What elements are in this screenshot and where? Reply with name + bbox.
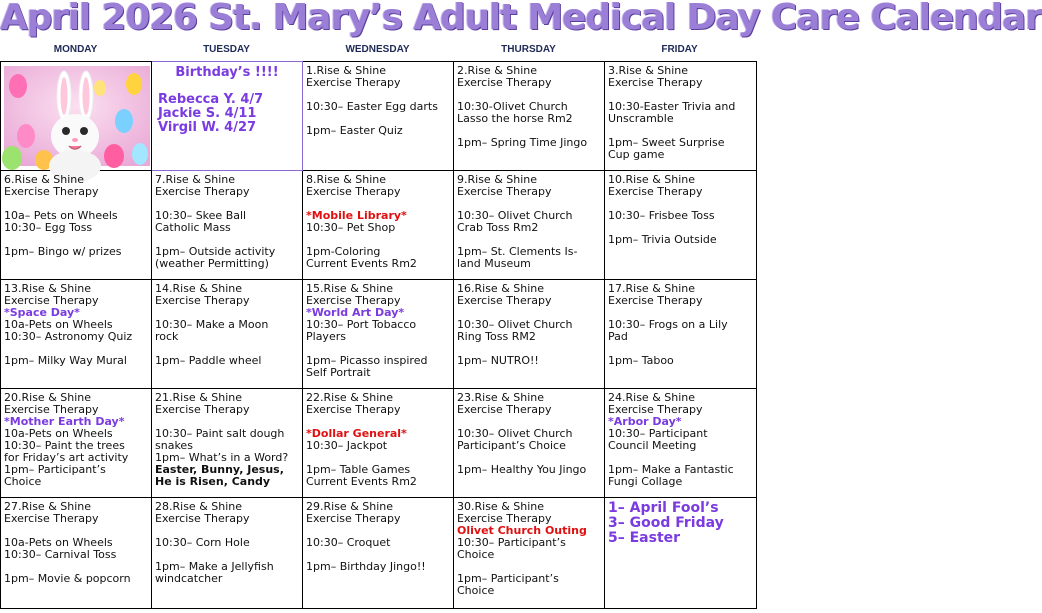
activity-line: 1pm– Trivia Outside [608,233,717,246]
activity-line: Lasso the horse Rm2 [457,112,573,125]
day-cell [454,171,605,280]
activity-line: 1pm– Paddle wheel [155,354,262,367]
activity-line: snakes [155,439,193,452]
activity-line: 10.Rise & Shine [608,173,696,186]
activity-line: 10:30– Pet Shop [306,221,396,234]
day-tuesday: TUESDAY [203,44,250,55]
activity-line: Choice [457,548,495,561]
activity-line: 10:30– Frogs on a Lily [608,318,728,331]
activity-line: Exercise Therapy [306,294,401,307]
activity-line: Exercise Therapy [457,76,552,89]
easter-bunny-icon [4,66,150,166]
birthdays-heading: Birthday’s !!!! [175,65,279,80]
activity-line: 10:30– Participant [608,427,708,440]
special-event-label: *Arbor Day* [608,415,682,428]
activity-line: 10:30– Paint salt dough [155,427,285,440]
activity-line: Exercise Therapy [4,512,99,525]
week-row [1,389,757,498]
special-event-label: *Space Day* [4,306,80,319]
day-thursday: THURSDAY [501,44,556,55]
special-event-label: *Dollar General* [306,427,407,440]
day-cell [303,62,454,171]
week-row [1,280,757,389]
activity-line: 15.Rise & Shine [306,282,394,295]
activity-line: Exercise Therapy [155,403,250,416]
activity-line: Current Events Rm2 [306,257,417,270]
activity-line: Exercise Therapy [155,185,250,198]
activity-line: 10:30– Astronomy Quiz [4,330,133,343]
activity-line: 10a-Pets on Wheels [4,536,113,549]
easter-bunny-image-cell [1,62,152,171]
activity-line: 1pm– Movie & popcorn [4,572,131,585]
weekday-header [0,44,756,60]
special-event-label: *World Art Day* [306,306,405,319]
day-cell [152,280,303,389]
activity-line: Exercise Therapy [155,294,250,307]
activity-line: 1pm– Birthday Jingo!! [306,560,426,573]
activity-line: 1pm– Participant’s [4,463,106,476]
day-cell [454,389,605,498]
holiday-entry: 5– Easter [608,530,681,546]
day-cell [152,389,303,498]
day-cell [303,498,454,609]
activity-line: 10:30-Easter Trivia and [608,100,736,113]
activity-line: 10:30-Olivet Church [457,100,568,113]
activity-line: 3.Rise & Shine [608,64,689,77]
week-row [1,171,757,280]
activity-line: 10:30– Easter Egg darts [306,100,438,113]
activity-line: 10:30– Make a Moon [155,318,269,331]
activity-line: 1pm– Easter Quiz [306,124,403,137]
activity-line: 23.Rise & Shine [457,391,545,404]
activity-line: Exercise Therapy [155,512,250,525]
activity-line: Council Meeting [608,439,697,452]
activity-line: 13.Rise & Shine [4,282,92,295]
activity-line: 10:30– Olivet Church [457,427,573,440]
activity-line: 10:30– Port Tobacco [306,318,417,331]
activity-line: Fungi Collage [608,475,683,488]
activity-line: windcatcher [155,572,223,585]
activity-line: 2.Rise & Shine [457,64,538,77]
activity-line: 1.Rise & Shine [306,64,387,77]
activity-line: 10:30– Egg Toss [4,221,93,234]
activity-line: Catholic Mass [155,221,231,234]
birthdays-cell [152,62,303,171]
special-event-label: *Mobile Library* [306,209,407,222]
activity-line: Cup game [608,148,665,161]
activity-line: 1pm– Healthy You Jingo [457,463,587,476]
activity-line: Self Portrait [306,366,371,379]
activity-line: 10:30– Skee Ball [155,209,247,222]
day-cell [1,498,152,609]
activity-line: 10a-Pets on Wheels [4,318,113,331]
activity-line: 1pm– Participant’s [457,572,559,585]
activity-line: Current Events Rm2 [306,475,417,488]
activity-line: Crab Toss Rm2 [457,221,539,234]
activity-line: 1pm– Table Games [306,463,411,476]
day-cell [605,280,757,389]
activity-line: Exercise Therapy [608,294,703,307]
activity-line: 14.Rise & Shine [155,282,243,295]
activity-line: Exercise Therapy [608,185,703,198]
special-event-label: Olivet Church Outing [457,524,587,537]
activity-line: Participant’s Choice [457,439,566,452]
week-row [1,498,757,609]
activity-line: 30.Rise & Shine [457,500,545,513]
activity-line: 22.Rise & Shine [306,391,394,404]
day-cell [454,280,605,389]
activity-line: 10:30– Paint the trees [4,439,125,452]
activity-line: 8.Rise & Shine [306,173,387,186]
activity-line: 7.Rise & Shine [155,173,236,186]
activity-line: 28.Rise & Shine [155,500,243,513]
activity-line: Ring Toss RM2 [457,330,536,343]
activity-line: 10:30– Frisbee Toss [608,209,715,222]
activity-line: 10:30– Olivet Church [457,318,573,331]
activity-line: Exercise Therapy [306,512,401,525]
activity-line: Choice [457,584,495,597]
activity-line: Exercise Therapy [306,185,401,198]
birthday-entry: Virgil W. 4/27 [158,120,257,135]
activity-line: Exercise Therapy [457,512,552,525]
day-cell [152,498,303,609]
activity-line: Exercise Therapy [457,403,552,416]
day-cell [152,171,303,280]
holiday-entry: 3– Good Friday [608,515,724,531]
activity-line: 1pm– Taboo [608,354,674,367]
activity-line: for Friday’s art activity [4,451,129,464]
day-cell [303,171,454,280]
activity-line: 21.Rise & Shine [155,391,243,404]
activity-line: 29.Rise & Shine [306,500,394,513]
activity-line: 9.Rise & Shine [457,173,538,186]
activity-line: 10:30– Carnival Toss [4,548,117,561]
activity-line: Exercise Therapy [4,185,99,198]
activity-line: 10:30– Corn Hole [155,536,250,549]
day-cell [605,389,757,498]
day-cell [303,280,454,389]
activity-line: 1pm– Sweet Surprise [608,136,725,149]
activity-line: (weather Permitting) [155,257,269,270]
day-cell [303,389,454,498]
activity-line: Exercise Therapy [457,294,552,307]
activity-line: 10a– Pets on Wheels [4,209,118,222]
day-cell [454,498,605,609]
activity-line: Exercise Therapy [4,403,99,416]
holiday-entry: 1– April Fool’s [608,500,719,516]
activity-line: 1pm– Make a Fantastic [608,463,734,476]
day-cell [454,62,605,171]
activity-line: 1pm-Coloring [306,245,381,258]
day-cell [605,171,757,280]
activity-line: Exercise Therapy [457,185,552,198]
activity-line: 1pm– St. Clements Is- [457,245,578,258]
activity-line: 1pm– What’s in a Word? [155,451,289,464]
activity-line: 10:30– Croquet [306,536,391,549]
activity-line: Unscramble [608,112,674,125]
day-cell [1,280,152,389]
birthday-entry: Jackie S. 4/11 [158,106,257,121]
activity-line: 10:30– Jackpot [306,439,388,452]
activity-line: Exercise Therapy [608,76,703,89]
activity-line: Choice [4,475,42,488]
activity-line: 17.Rise & Shine [608,282,696,295]
calendar-grid [0,61,757,609]
day-cell [1,389,152,498]
activity-line: Exercise Therapy [306,76,401,89]
activity-line: Exercise Therapy [608,403,703,416]
activity-line: 10:30– Participant’s [457,536,566,549]
special-event-label: *Mother Earth Day* [4,415,125,428]
activity-line: 1pm– Outside activity [155,245,276,258]
activity-line: 6.Rise & Shine [4,173,85,186]
day-friday: FRIDAY [661,44,698,55]
activity-line: 1pm– Spring Time Jingo [457,136,588,149]
activity-line: 27.Rise & Shine [4,500,92,513]
activity-line: 10a-Pets on Wheels [4,427,113,440]
day-monday: MONDAY [53,44,98,55]
activity-line: Players [306,330,346,343]
birthday-entry: Rebecca Y. 4/7 [158,92,264,107]
activity-line: 1pm– Picasso inspired [306,354,428,367]
day-cell [605,62,757,171]
day-cell [1,171,152,280]
activity-line: He is Risen, Candy [155,475,271,488]
activity-line: 10:30– Olivet Church [457,209,573,222]
activity-line: Easter, Bunny, Jesus, [155,463,284,476]
week-row [1,62,757,171]
activity-line: Exercise Therapy [4,294,99,307]
day-wednesday: WEDNESDAY [345,44,410,55]
activity-line: 1pm– Make a Jellyfish [155,560,274,573]
activity-line: 24.Rise & Shine [608,391,696,404]
activity-line: 20.Rise & Shine [4,391,92,404]
activity-line: 1pm– Bingo w/ prizes [4,245,122,258]
activity-line: 1pm– Milky Way Mural [4,354,127,367]
activity-line: rock [155,330,179,343]
activity-line: 16.Rise & Shine [457,282,545,295]
holidays-cell [605,498,757,609]
calendar-title: April 2026 St. Mary’s Adult Medical Day Care Calendar [0,0,1042,38]
activity-line: land Museum [457,257,531,270]
activity-line: Exercise Therapy [306,403,401,416]
activity-line: Pad [608,330,628,343]
activity-line: 1pm– NUTRO!! [457,354,539,367]
